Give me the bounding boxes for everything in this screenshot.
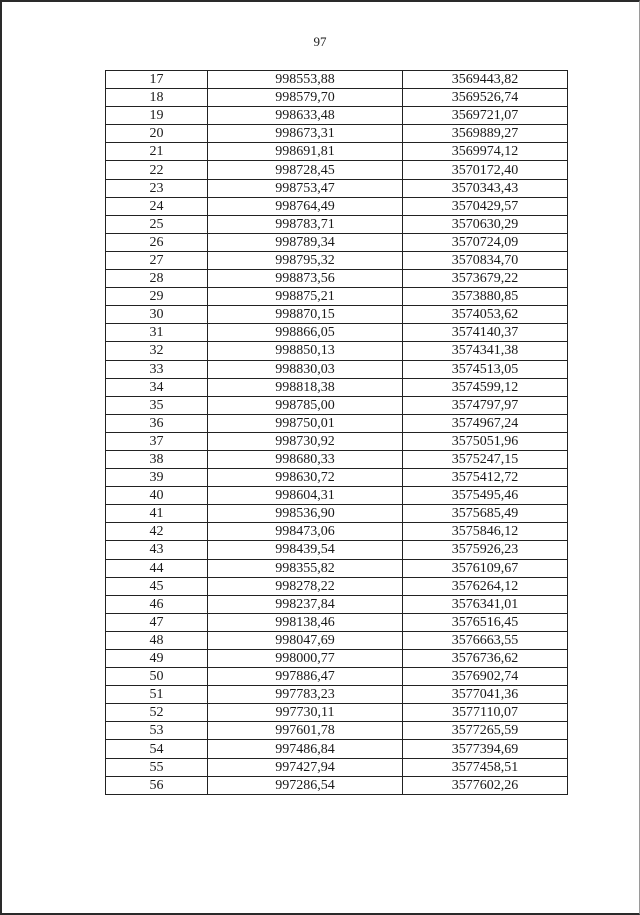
point-number-cell: 56 xyxy=(106,776,208,794)
point-number-cell: 52 xyxy=(106,704,208,722)
y-coordinate-cell: 3576663,55 xyxy=(403,631,568,649)
y-coordinate-cell: 3574967,24 xyxy=(403,414,568,432)
x-coordinate-cell: 998850,13 xyxy=(208,342,403,360)
y-coordinate-cell: 3576516,45 xyxy=(403,613,568,631)
y-coordinate-cell: 3575846,12 xyxy=(403,523,568,541)
y-coordinate-cell: 3574513,05 xyxy=(403,360,568,378)
table-row xyxy=(106,125,568,143)
y-coordinate-cell: 3569974,12 xyxy=(403,143,568,161)
y-coordinate-cell: 3575051,96 xyxy=(403,432,568,450)
x-coordinate-cell: 998873,56 xyxy=(208,270,403,288)
y-coordinate-cell: 3573679,22 xyxy=(403,270,568,288)
table-row xyxy=(106,396,568,414)
x-coordinate-cell: 998783,71 xyxy=(208,215,403,233)
point-number-cell: 42 xyxy=(106,523,208,541)
point-number-cell: 37 xyxy=(106,432,208,450)
y-coordinate-cell: 3576736,62 xyxy=(403,650,568,668)
point-number-cell: 41 xyxy=(106,505,208,523)
table-row xyxy=(106,251,568,269)
table-row xyxy=(106,776,568,794)
point-number-cell: 35 xyxy=(106,396,208,414)
y-coordinate-cell: 3577041,36 xyxy=(403,686,568,704)
x-coordinate-cell: 998355,82 xyxy=(208,559,403,577)
y-coordinate-cell: 3576341,01 xyxy=(403,595,568,613)
y-coordinate-cell: 3570724,09 xyxy=(403,233,568,251)
x-coordinate-cell: 998000,77 xyxy=(208,650,403,668)
x-coordinate-cell: 998138,46 xyxy=(208,613,403,631)
table-row xyxy=(106,107,568,125)
table-row xyxy=(106,704,568,722)
point-number-cell: 21 xyxy=(106,143,208,161)
point-number-cell: 54 xyxy=(106,740,208,758)
point-number-cell: 33 xyxy=(106,360,208,378)
point-number-cell: 46 xyxy=(106,595,208,613)
point-number-cell: 53 xyxy=(106,722,208,740)
y-coordinate-cell: 3569889,27 xyxy=(403,125,568,143)
table-row xyxy=(106,613,568,631)
point-number-cell: 19 xyxy=(106,107,208,125)
y-coordinate-cell: 3575926,23 xyxy=(403,541,568,559)
x-coordinate-cell: 998764,49 xyxy=(208,197,403,215)
y-coordinate-cell: 3570630,29 xyxy=(403,215,568,233)
point-number-cell: 50 xyxy=(106,668,208,686)
point-number-cell: 34 xyxy=(106,378,208,396)
point-number-cell: 17 xyxy=(106,71,208,89)
table-row xyxy=(106,179,568,197)
y-coordinate-cell: 3575495,46 xyxy=(403,487,568,505)
y-coordinate-cell: 3577110,07 xyxy=(403,704,568,722)
point-number-cell: 40 xyxy=(106,487,208,505)
page-number: 97 xyxy=(313,34,327,49)
table-row xyxy=(106,143,568,161)
x-coordinate-cell: 998630,72 xyxy=(208,469,403,487)
table-row xyxy=(106,360,568,378)
y-coordinate-cell: 3575412,72 xyxy=(403,469,568,487)
y-coordinate-cell: 3577265,59 xyxy=(403,722,568,740)
point-number-cell: 18 xyxy=(106,89,208,107)
x-coordinate-cell: 997601,78 xyxy=(208,722,403,740)
point-number-cell: 48 xyxy=(106,631,208,649)
x-coordinate-cell: 998278,22 xyxy=(208,577,403,595)
table-row xyxy=(106,324,568,342)
table-row xyxy=(106,631,568,649)
table-row xyxy=(106,523,568,541)
table-row xyxy=(106,306,568,324)
table-row xyxy=(106,89,568,107)
point-number-cell: 36 xyxy=(106,414,208,432)
x-coordinate-cell: 998604,31 xyxy=(208,487,403,505)
y-coordinate-cell: 3570172,40 xyxy=(403,161,568,179)
x-coordinate-cell: 997783,23 xyxy=(208,686,403,704)
y-coordinate-cell: 3573880,85 xyxy=(403,288,568,306)
x-coordinate-cell: 998866,05 xyxy=(208,324,403,342)
y-coordinate-cell: 3574599,12 xyxy=(403,378,568,396)
x-coordinate-cell: 998753,47 xyxy=(208,179,403,197)
coordinates-table-body xyxy=(106,71,568,795)
y-coordinate-cell: 3576902,74 xyxy=(403,668,568,686)
table-row xyxy=(106,414,568,432)
y-coordinate-cell: 3574140,37 xyxy=(403,324,568,342)
point-number-cell: 31 xyxy=(106,324,208,342)
y-coordinate-cell: 3574053,62 xyxy=(403,306,568,324)
x-coordinate-cell: 998691,81 xyxy=(208,143,403,161)
x-coordinate-cell: 997730,11 xyxy=(208,704,403,722)
table-row xyxy=(106,577,568,595)
table-row xyxy=(106,722,568,740)
table-row xyxy=(106,686,568,704)
coordinates-table xyxy=(105,70,568,795)
point-number-cell: 49 xyxy=(106,650,208,668)
point-number-cell: 32 xyxy=(106,342,208,360)
x-coordinate-cell: 998047,69 xyxy=(208,631,403,649)
y-coordinate-cell: 3569443,82 xyxy=(403,71,568,89)
point-number-cell: 20 xyxy=(106,125,208,143)
y-coordinate-cell: 3570429,57 xyxy=(403,197,568,215)
y-coordinate-cell: 3577602,26 xyxy=(403,776,568,794)
x-coordinate-cell: 998536,90 xyxy=(208,505,403,523)
table-row xyxy=(106,505,568,523)
x-coordinate-cell: 998730,92 xyxy=(208,432,403,450)
x-coordinate-cell: 998789,34 xyxy=(208,233,403,251)
table-row xyxy=(106,541,568,559)
point-number-cell: 47 xyxy=(106,613,208,631)
point-number-cell: 29 xyxy=(106,288,208,306)
table-row xyxy=(106,559,568,577)
table-row xyxy=(106,668,568,686)
table-row xyxy=(106,650,568,668)
y-coordinate-cell: 3577394,69 xyxy=(403,740,568,758)
y-coordinate-cell: 3569526,74 xyxy=(403,89,568,107)
table-row xyxy=(106,432,568,450)
point-number-cell: 27 xyxy=(106,251,208,269)
table-row xyxy=(106,71,568,89)
table-row xyxy=(106,595,568,613)
x-coordinate-cell: 997427,94 xyxy=(208,758,403,776)
x-coordinate-cell: 998795,32 xyxy=(208,251,403,269)
table-row xyxy=(106,740,568,758)
point-number-cell: 38 xyxy=(106,450,208,468)
point-number-cell: 22 xyxy=(106,161,208,179)
y-coordinate-cell: 3574341,38 xyxy=(403,342,568,360)
table-row xyxy=(106,487,568,505)
point-number-cell: 45 xyxy=(106,577,208,595)
point-number-cell: 24 xyxy=(106,197,208,215)
point-number-cell: 30 xyxy=(106,306,208,324)
x-coordinate-cell: 998750,01 xyxy=(208,414,403,432)
x-coordinate-cell: 998473,06 xyxy=(208,523,403,541)
y-coordinate-cell: 3569721,07 xyxy=(403,107,568,125)
x-coordinate-cell: 998673,31 xyxy=(208,125,403,143)
x-coordinate-cell: 998785,00 xyxy=(208,396,403,414)
point-number-cell: 26 xyxy=(106,233,208,251)
point-number-cell: 25 xyxy=(106,215,208,233)
table-row xyxy=(106,288,568,306)
y-coordinate-cell: 3576109,67 xyxy=(403,559,568,577)
point-number-cell: 51 xyxy=(106,686,208,704)
y-coordinate-cell: 3577458,51 xyxy=(403,758,568,776)
point-number-cell: 55 xyxy=(106,758,208,776)
table-row xyxy=(106,758,568,776)
x-coordinate-cell: 998680,33 xyxy=(208,450,403,468)
table-row xyxy=(106,469,568,487)
x-coordinate-cell: 998875,21 xyxy=(208,288,403,306)
table-row xyxy=(106,342,568,360)
y-coordinate-cell: 3570834,70 xyxy=(403,251,568,269)
x-coordinate-cell: 998818,38 xyxy=(208,378,403,396)
table-row xyxy=(106,450,568,468)
table-row xyxy=(106,270,568,288)
x-coordinate-cell: 998237,84 xyxy=(208,595,403,613)
table-row xyxy=(106,233,568,251)
x-coordinate-cell: 997886,47 xyxy=(208,668,403,686)
x-coordinate-cell: 998633,48 xyxy=(208,107,403,125)
x-coordinate-cell: 998830,03 xyxy=(208,360,403,378)
y-coordinate-cell: 3575685,49 xyxy=(403,505,568,523)
y-coordinate-cell: 3574797,97 xyxy=(403,396,568,414)
table-row xyxy=(106,161,568,179)
y-coordinate-cell: 3575247,15 xyxy=(403,450,568,468)
table-row xyxy=(106,215,568,233)
x-coordinate-cell: 997486,84 xyxy=(208,740,403,758)
point-number-cell: 43 xyxy=(106,541,208,559)
x-coordinate-cell: 998870,15 xyxy=(208,306,403,324)
y-coordinate-cell: 3570343,43 xyxy=(403,179,568,197)
x-coordinate-cell: 998439,54 xyxy=(208,541,403,559)
point-number-cell: 23 xyxy=(106,179,208,197)
table-row xyxy=(106,197,568,215)
x-coordinate-cell: 997286,54 xyxy=(208,776,403,794)
x-coordinate-cell: 998553,88 xyxy=(208,71,403,89)
y-coordinate-cell: 3576264,12 xyxy=(403,577,568,595)
point-number-cell: 39 xyxy=(106,469,208,487)
table-row xyxy=(106,378,568,396)
x-coordinate-cell: 998728,45 xyxy=(208,161,403,179)
x-coordinate-cell: 998579,70 xyxy=(208,89,403,107)
point-number-cell: 44 xyxy=(106,559,208,577)
point-number-cell: 28 xyxy=(106,270,208,288)
